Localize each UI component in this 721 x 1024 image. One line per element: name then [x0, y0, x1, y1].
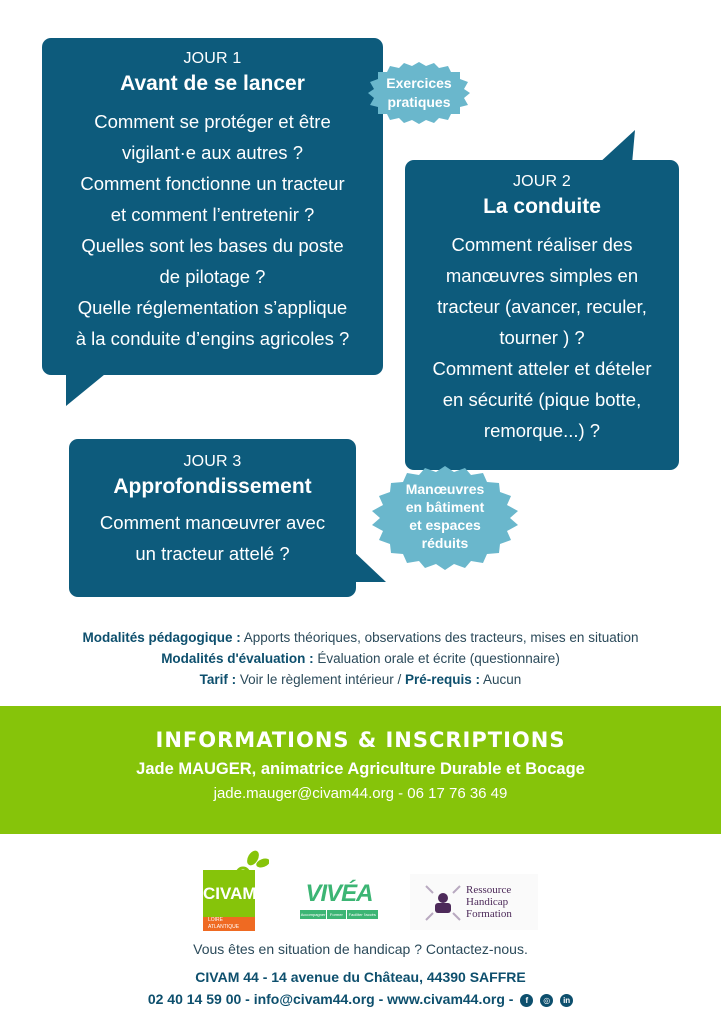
tarif-prereq: [0, 669, 721, 690]
info-banner: [0, 706, 721, 834]
maneuvers-badge: [370, 466, 520, 570]
day-label: JOUR 3: [183, 453, 242, 470]
question-line: Comment se protéger et être: [94, 111, 331, 132]
contact-name: Jade MAUGER, animatrice Agriculture Durable et Bocage: [136, 760, 585, 778]
civam-sub-line: LOIRE: [208, 917, 224, 923]
modalities-info: [0, 627, 721, 690]
bubble-tail: [60, 370, 110, 410]
linkedin-icon[interactable]: in: [560, 994, 573, 1007]
question-line: manœuvres simples en: [445, 265, 639, 286]
rhf-text: [466, 884, 512, 920]
civam-text: CIVAM: [203, 870, 255, 917]
question-line: Comment réaliser des: [451, 234, 633, 255]
banner-heading: INFORMATIONS & INSCRIPTIONS: [155, 728, 566, 752]
rhf-logo: [410, 874, 538, 930]
day-title: Avant de se lancer: [120, 72, 305, 95]
vivea-tags: [300, 910, 378, 919]
question-line: Quelle réglementation s’applique: [77, 297, 348, 318]
pedagogic-modalities: [0, 627, 721, 648]
badge-line: et espaces: [409, 517, 481, 533]
badge-line: Exercices: [386, 75, 452, 91]
question-line: à la conduite d’engins agricoles ?: [75, 328, 350, 349]
question-line: Quelles sont les bases du poste: [81, 235, 344, 256]
day-title: La conduite: [483, 195, 601, 218]
badge-line: Manœuvres: [405, 481, 485, 497]
rhf-line: Ressource: [466, 884, 512, 896]
value: Aucun: [480, 672, 522, 687]
question-line: Comment atteler et dételer: [432, 358, 652, 379]
contact-details[interactable]: jade.mauger@civam44.org - 06 17 76 36 49: [213, 785, 508, 802]
question-line: Comment manœuvrer avec: [99, 512, 326, 533]
day-title: Approfondissement: [113, 475, 312, 498]
vivea-text: VIVÉA: [305, 880, 373, 907]
value: Évaluation orale et écrite (questionnaire): [313, 651, 560, 666]
question-line: de pilotage ?: [159, 266, 266, 287]
vivea-logo: [300, 880, 378, 930]
question-line: tourner ) ?: [499, 327, 585, 348]
instagram-icon[interactable]: ◎: [540, 994, 553, 1007]
value: Voir le règlement intérieur /: [236, 672, 405, 687]
civam-sub-line: ATLANTIQUE: [208, 924, 240, 930]
day-questions: [69, 507, 356, 569]
evaluation-modalities: [0, 648, 721, 669]
question-line: un tracteur attelé ?: [135, 543, 290, 564]
badge-line: pratiques: [387, 94, 451, 110]
question-line: vigilant·e aux autres ?: [122, 142, 303, 163]
handicap-people-icon: [424, 884, 462, 922]
contact-line[interactable]: 02 40 14 59 00 - info@civam44.org - www.civam44.org -: [147, 991, 518, 1007]
footer-contact: [0, 991, 721, 1007]
value: Apports théoriques, observations des tracteurs, mises en situation: [240, 630, 639, 645]
day-label: JOUR 2: [512, 173, 572, 190]
civam-subtitle: [203, 917, 255, 931]
label: Modalités d'évaluation :: [161, 651, 314, 666]
rhf-line: Formation: [466, 908, 512, 920]
badge-line: en bâtiment: [405, 499, 485, 515]
partner-logos: [0, 850, 721, 935]
civam-logo: [203, 850, 269, 930]
vivea-tag: Faciliter l'accès: [347, 910, 378, 919]
day-questions: [405, 229, 679, 446]
rhf-line: Handicap: [466, 896, 509, 908]
question-line: et comment l’entretenir ?: [110, 204, 315, 225]
bubble-tail: [590, 130, 640, 164]
exercises-badge: [368, 62, 470, 124]
label: Tarif :: [199, 672, 237, 687]
day2-bubble: [405, 160, 679, 470]
day1-bubble: [42, 38, 383, 375]
vivea-tag: Former: [327, 910, 345, 919]
label: Pré-requis :: [405, 672, 481, 687]
address: CIVAM 44 - 14 avenue du Château, 44390 SAFFRE: [195, 969, 526, 985]
day3-bubble: [69, 439, 356, 597]
handicap-notice: Vous êtes en situation de handicap ? Contactez-nous.: [193, 941, 528, 957]
facebook-icon[interactable]: f: [520, 994, 533, 1007]
day-label: JOUR 1: [183, 50, 242, 67]
question-line: en sécurité (pique botte,: [442, 389, 642, 410]
label: Modalités pédagogique :: [82, 630, 241, 645]
badge-line: réduits: [421, 535, 469, 551]
question-line: Comment fonctionne un tracteur: [80, 173, 345, 194]
vivea-tag: Accompagner: [300, 912, 326, 917]
question-line: tracteur (avancer, reculer,: [437, 296, 647, 317]
question-line: remorque...) ?: [483, 420, 601, 441]
day-questions: [42, 106, 383, 354]
